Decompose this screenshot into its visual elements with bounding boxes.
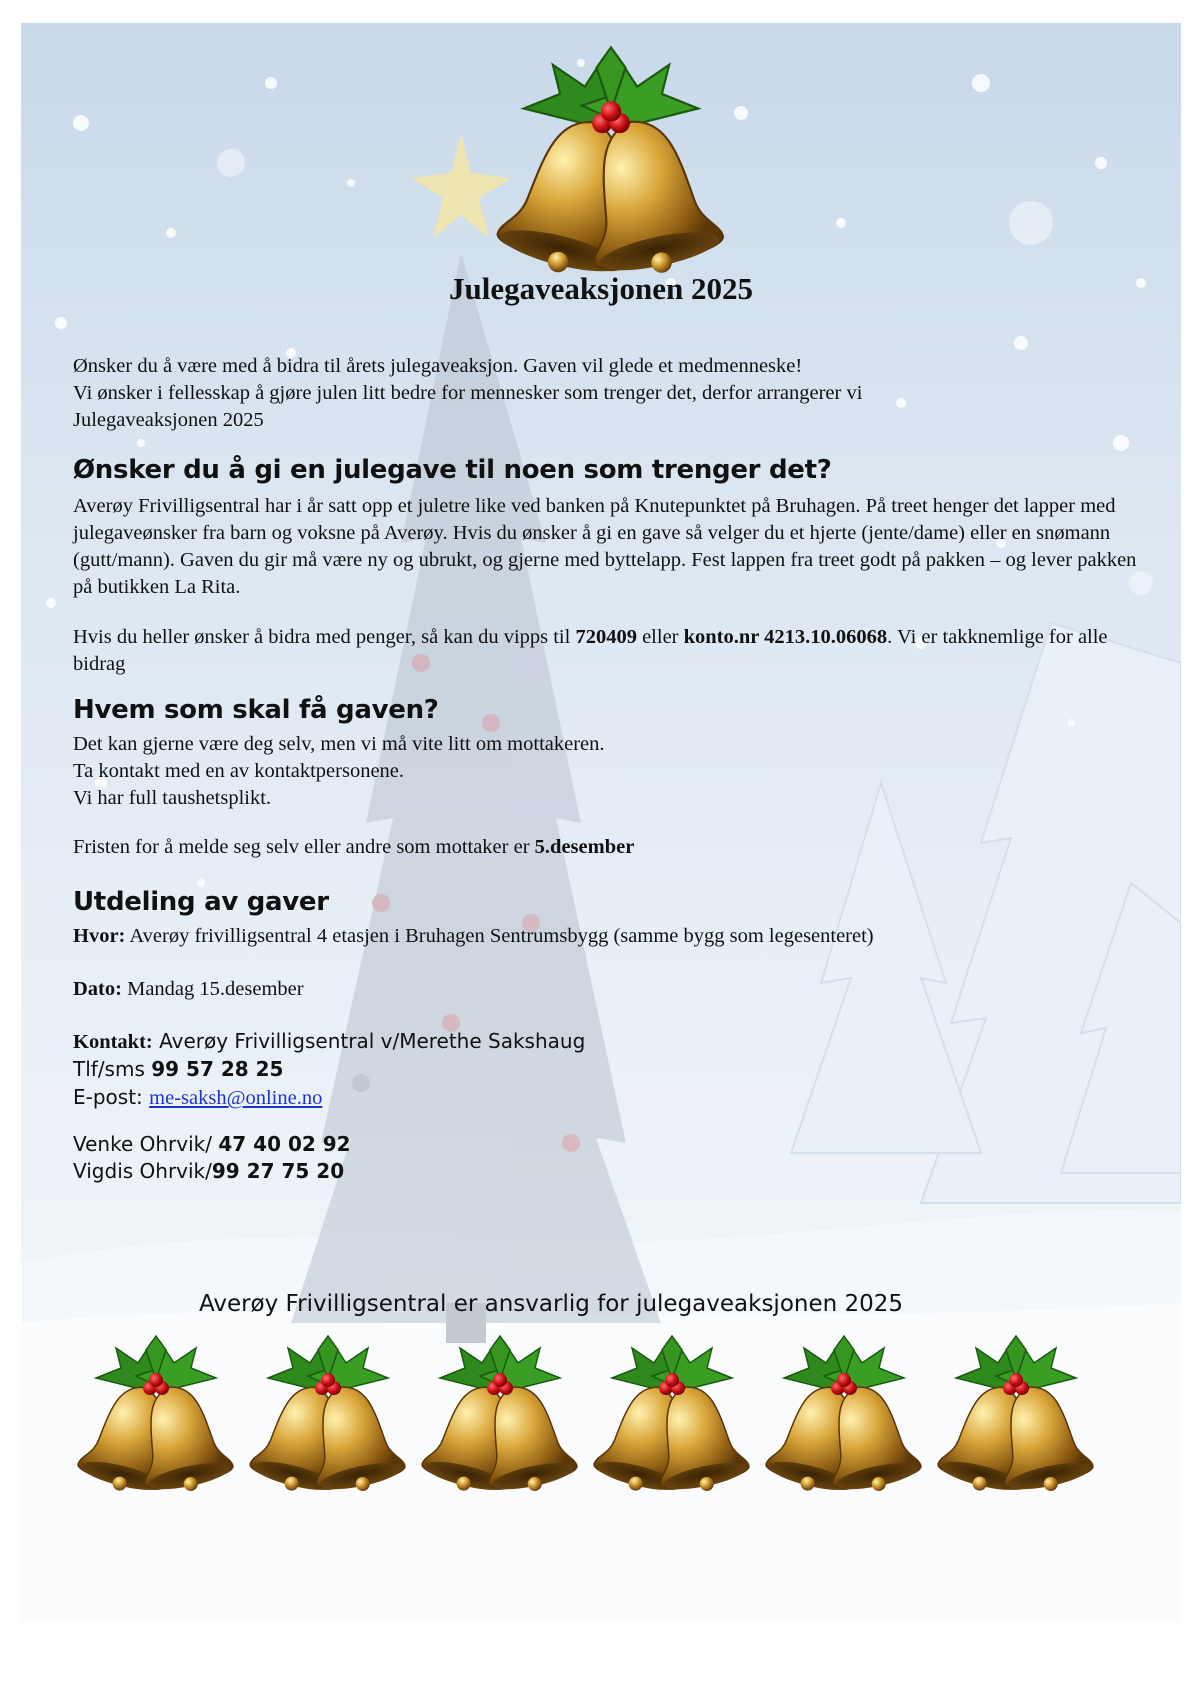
contact-persons (73, 1131, 1133, 1185)
flyer-page (21, 23, 1181, 1621)
vipps-number: 720409 (575, 626, 637, 648)
intro-line-1: Ønsker du å være med å bidra til årets julegaveaksjon. Gaven vil glede et medmenneske! (73, 355, 803, 377)
intro-line-3: Julegaveaksjonen 2025 (73, 409, 264, 431)
bell-icon (248, 1333, 408, 1498)
where-label: Hvor: (73, 925, 126, 947)
money-prefix: Hvis du heller ønsker å bidra med penger, så kan du vipps til (73, 626, 576, 648)
phone-number: 99 57 28 25 (151, 1057, 284, 1081)
person-2-phone: 99 27 75 20 (211, 1159, 345, 1183)
money-suffix: . Vi er takknemlige for alle bidrag (73, 626, 1108, 675)
contact-block (73, 1028, 1133, 1112)
recipient-heading: Hvem som skal få gaven? (73, 695, 439, 725)
bell-icon (764, 1333, 924, 1498)
date-text (73, 976, 1133, 1003)
deadline-text (73, 834, 1133, 861)
give-gift-heading: Ønsker du å gi en julegave til noen som trenger det? (73, 455, 832, 485)
page-title: Julegaveaksjonen 2025 (449, 271, 753, 306)
deadline-date: 5.desember (534, 836, 635, 858)
email-label: E-post: (73, 1085, 150, 1109)
money-paragraph (73, 624, 1133, 678)
account-number: konto.nr 4213.10.06068 (683, 626, 888, 648)
footer-text: Averøy Frivilligsentral er ansvarlig for julegaveaksjonen 2025 (198, 1291, 904, 1317)
intro-text (73, 353, 1133, 434)
person-2-name: Vigdis Ohrvik/ (73, 1159, 212, 1183)
recipient-text (73, 731, 1133, 812)
money-mid: eller (636, 626, 684, 648)
deadline-prefix: Fristen for å melde seg selv eller andre som mottaker er (73, 836, 535, 858)
bell-icon (936, 1333, 1096, 1498)
contact-value: Averøy Frivilligsentral v/Merethe Sakshaug (152, 1029, 586, 1053)
date-value: Mandag 15.desember (121, 978, 304, 1000)
bell-icon (76, 1333, 236, 1498)
recipient-line-3: Vi har full taushetsplikt. (73, 787, 272, 809)
date-label: Dato: (73, 978, 122, 1000)
bells-decoration-row (76, 1333, 1146, 1513)
person-1-name: Venke Ohrvik/ (73, 1132, 219, 1156)
person-1-phone: 47 40 02 92 (218, 1132, 351, 1156)
where-value: Averøy frivilligsentral 4 etasjen i Bruhagen Sentrumsbygg (samme bygg som legesenteret) (125, 925, 874, 947)
contact-label: Kontakt: (73, 1031, 153, 1053)
intro-line-2: Vi ønsker i fellesskap å gjøre julen litt bedre for mennesker som trenger det, derfor arrangerer vi (73, 382, 863, 404)
bell-icon (592, 1333, 752, 1498)
distribution-heading: Utdeling av gaver (73, 887, 329, 917)
phone-label: Tlf/sms (73, 1057, 152, 1081)
give-gift-paragraph: Averøy Frivilligsentral har i år satt opp et juletre like ved banken på Knutepunktet på Bruhagen. På treet henger det lapper med julegaveønsker fra barn og voksne på Averøy. Hvis du ønsker å gi en gave så velger du et hjerte (jente/dame) eller en snømann (gutt/mann). Gaven du gir må være ny og ubrukt, og gjerne med byttelapp. Fest lappen fra treet godt på pakken – og lever pakken på butikken La Rita. (73, 495, 1137, 598)
recipient-line-2: Ta kontakt med en av kontaktpersonene. (73, 760, 405, 782)
recipient-line-1: Det kan gjerne være deg selv, men vi må vite litt om mottakeren. (73, 733, 605, 755)
bell-icon (420, 1333, 580, 1498)
where-text (73, 923, 1133, 950)
email-link[interactable]: me-saksh@online.no (149, 1087, 323, 1109)
